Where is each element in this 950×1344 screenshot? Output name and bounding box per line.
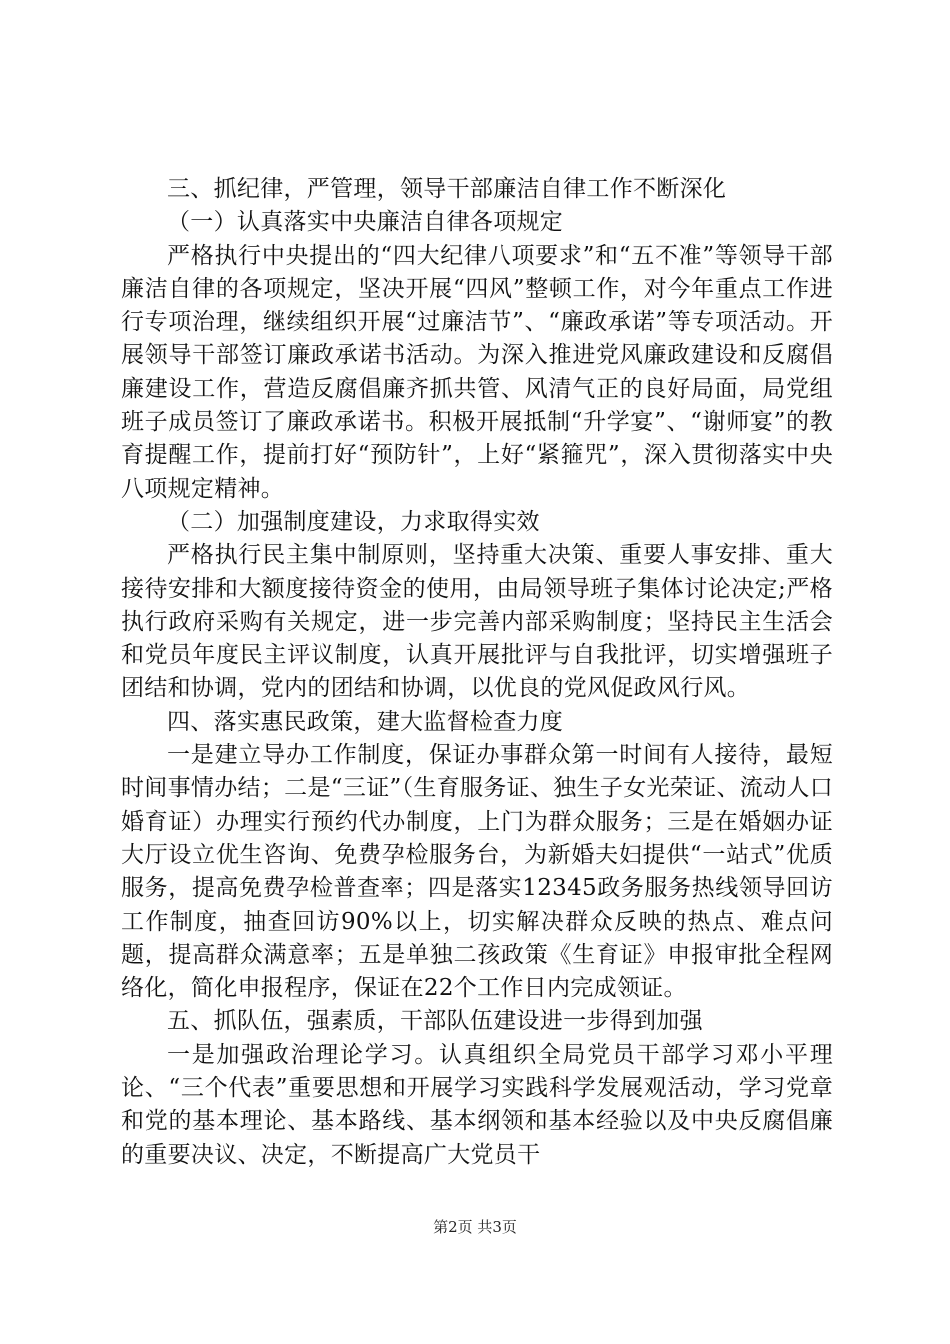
paragraph-discipline-rules: 严格执行中央提出的“四大纪律八项要求”和“五不准”等领导干部廉洁自律的各项规定，坚决开展“四风”整顿工作，对今年重点工作进行专项治理，继续组织开展“过廉洁节”、“廉政承诺”等专项活动。开展领导干部签订廉政承诺书活动。为深入推进党风廉政建设和反腐倡廉建设工作，营造反腐倡廉齐抓共管、风清气正的良好局面，局党组班子成员签订了廉政承诺书。积极开展抵制“升学宴”、“谢师宴”的教育提醒工作，提前打好“预防针”，上好“紧箍咒”，深入贯彻落实中央八项规定精神。 (121, 242, 833, 502)
paragraph-policy-measures: 一是建立导办工作制度，保证办事群众第一时间有人接待，最短时间事情办结；二是“三证”（生育服务证、独生子女光荣证、流动人口婚育证）办理实行预约代办制度，上门为群众服务；三是在婚姻办证大厅设立优生咨询、免费孕检服务台，为新婚夫妇提供“一站式”优质服务，提高免费孕检普查率；四是落实12345政务服务热线领导回访工作制度，抽查回访90%以上，切实解决群众反映的热点、难点问题，提高群众满意率；五是单独二孩政策《生育证》申报审批全程网络化，简化申报程序，保证在22个工作日内完成领证。 (121, 742, 833, 1002)
paragraph-team-building: 一是加强政治理论学习。认真组织全局党员干部学习邓小平理论、“三个代表”重要思想和开展学习实践科学发展观活动，学习党章和党的基本理论、基本路线、基本纲领和基本经验以及中央反腐倡廉的重要决议、决定，不断提高广大党员干 (121, 1041, 833, 1168)
page-number: 第2页 共3页 (433, 1218, 517, 1236)
section-heading-5: 五、抓队伍，强素质，干部队伍建设进一步得到加强 (167, 1008, 703, 1035)
subsection-heading-2: （二）加强制度建设，力求取得实效 (167, 508, 540, 535)
section-heading-4: 四、落实惠民政策，建大监督检查力度 (167, 708, 564, 735)
subsection-heading-1: （一）认真落实中央廉洁自律各项规定 (167, 209, 564, 236)
section-heading-3: 三、抓纪律，严管理，领导干部廉洁自律工作不断深化 (167, 176, 727, 202)
document-body (121, 173, 833, 1172)
paragraph-system-building: 严格执行民主集中制原则，坚持重大决策、重要人事安排、重大接待安排和大额度接待资金的使用，由局领导班子集体讨论决定;严格执行政府采购有关规定，进一步完善内部采购制度；坚持民主生活会和党员年度民主评议制度，认真开展批评与自我批评，切实增强班子团结和协调，党内的团结和协调，以优良的党风促政风行风。 (121, 542, 833, 702)
page-footer (0, 1217, 950, 1237)
